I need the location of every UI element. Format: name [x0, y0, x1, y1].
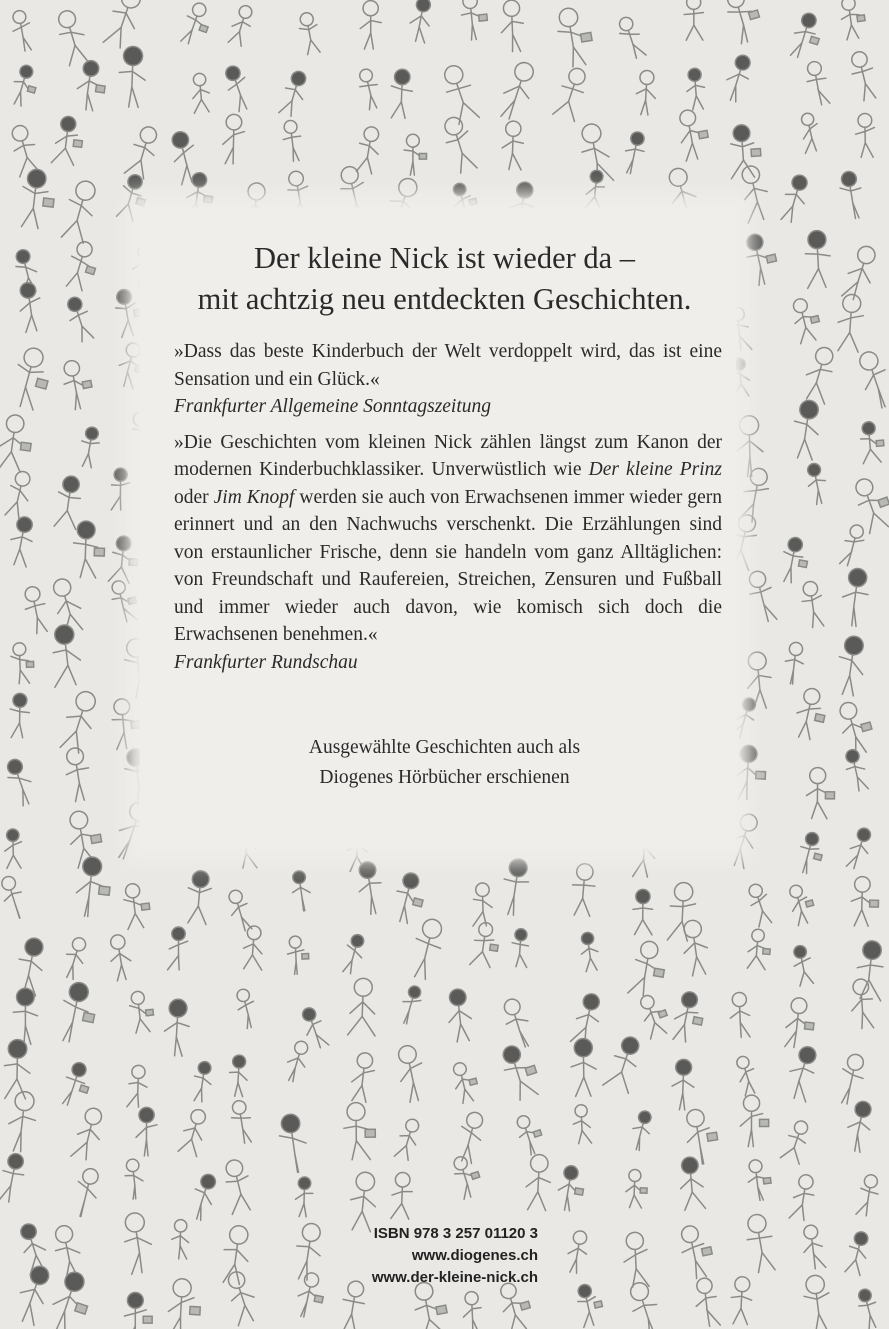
sketch-figure — [221, 63, 254, 112]
sketch-figure — [0, 413, 35, 472]
review-1-source: Frankfurter Allgemeine Sonntagszeitung — [174, 396, 492, 417]
sketch-figure — [168, 927, 188, 970]
sketch-figure — [745, 882, 775, 927]
sketch-figure — [171, 1219, 189, 1259]
sketch-figure — [851, 876, 879, 926]
sketch-figure — [723, 0, 766, 45]
sketch-figure — [680, 919, 711, 977]
sketch-figure — [136, 1107, 157, 1156]
sketch-figure — [439, 62, 481, 125]
isbn: ISBN 978 3 257 01120 3 — [373, 1225, 538, 1242]
sketch-figure — [122, 882, 152, 929]
sketch-figure — [21, 585, 50, 635]
sketch-figure — [228, 1055, 248, 1097]
sketch-figure — [470, 921, 501, 968]
audiobook-note — [0, 733, 889, 793]
sketch-figure — [48, 624, 83, 688]
sketch-figure — [6, 515, 36, 567]
sketch-figure — [297, 11, 322, 55]
sketch-figure — [797, 112, 823, 154]
sketch-figure — [348, 978, 378, 1036]
sketch-figure — [397, 984, 424, 1026]
sketch-figure — [501, 121, 524, 170]
sketch-figure — [843, 1230, 871, 1276]
sketch-figure — [839, 567, 871, 627]
headline — [0, 238, 889, 320]
sketch-figure — [450, 1060, 481, 1104]
sketch-figure — [219, 1157, 256, 1214]
sketch-figure — [800, 580, 826, 628]
sketch-figure — [287, 936, 310, 975]
sketch-figure — [636, 991, 673, 1039]
sketch-figure — [565, 1230, 590, 1275]
sketch-figure — [6, 1090, 39, 1153]
sketch-figure — [790, 944, 815, 986]
review-2-book-title-1: Der kleine Prinz — [588, 459, 722, 480]
sketch-figure — [801, 1224, 826, 1270]
sketch-figure — [229, 1099, 254, 1144]
sketch-figure — [510, 928, 529, 967]
sketch-figure — [51, 115, 85, 166]
sketch-figure — [684, 0, 704, 40]
sketch-figure — [788, 11, 826, 62]
sketch-figure — [390, 69, 413, 119]
sketch-figure — [407, 916, 447, 981]
sketch-figure — [355, 860, 385, 915]
sketch-figure — [578, 931, 600, 972]
sketch-figure — [500, 996, 536, 1050]
sketch-figure — [128, 990, 155, 1034]
sketch-figure — [854, 348, 889, 411]
sketch-figure — [623, 1232, 650, 1288]
audiobook-note-line-2: Diogenes Hörbücher erschienen — [319, 767, 570, 788]
sketch-figure — [78, 426, 102, 469]
imprint-block — [318, 1223, 538, 1289]
sketch-figure — [404, 134, 426, 175]
sketch-figure — [0, 874, 28, 921]
sketch-figure — [786, 882, 818, 926]
sketch-figure — [121, 1211, 156, 1274]
review-2-text-part2: oder — [174, 486, 214, 508]
sketch-figure — [498, 1041, 543, 1102]
sketch-figure — [242, 925, 265, 970]
sketch-figure — [513, 1112, 546, 1157]
sketch-figure — [855, 113, 875, 157]
sketch-figure — [103, 0, 147, 50]
sketch-figure — [571, 1038, 597, 1096]
sketch-figure — [71, 1106, 106, 1162]
sketch-figure — [836, 1052, 868, 1106]
sketch-figure — [58, 1060, 95, 1110]
sketch-figure — [856, 1173, 881, 1217]
sketch-figure — [191, 1060, 214, 1102]
sketch-figure — [60, 358, 96, 411]
sketch-figure — [575, 1282, 606, 1328]
review-2-text-part3: werden sie auch von Erwachsenen immer wieder gern erinnert und an den Nachwuchs verschenkt. Die Erzählungen sind von erstaunlicher Frische, denn sie handeln vom ganz Alltäglichen: von Freundschaft und Raufereien, Streichen, Zensuren und Fußball und immer wieder auch davon, wie komisch sich doch die Erwachsenen benehmen.« — [174, 486, 722, 645]
sketch-figure — [60, 935, 89, 980]
sketch-figure — [499, 857, 531, 917]
sketch-figure — [8, 345, 56, 412]
sketch-figure — [450, 1153, 485, 1200]
sketch-figure — [16, 1221, 52, 1274]
sketch-figure — [108, 578, 140, 624]
sketch-figure — [621, 130, 648, 175]
sketch-figure — [350, 1052, 377, 1103]
sketch-figure — [625, 1169, 648, 1208]
sketch-figure — [59, 178, 101, 244]
sketch-figure — [124, 1292, 152, 1329]
book-website: www.der-kleine-nick.ch — [371, 1269, 538, 1286]
sketch-figure — [355, 125, 382, 174]
sketch-figure — [356, 67, 382, 110]
sketch-figure — [462, 1291, 482, 1329]
sketch-figure — [728, 124, 763, 179]
sketch-figure — [4, 1039, 31, 1099]
sketch-figure — [784, 997, 816, 1050]
sketch-figure — [834, 635, 868, 697]
review-quote-2 — [174, 429, 722, 677]
sketch-figure — [281, 119, 303, 162]
sketch-figure — [635, 70, 657, 115]
sketch-figure — [227, 3, 255, 47]
sketch-figure — [46, 1269, 97, 1329]
sketch-figure — [795, 830, 827, 876]
sketch-figure — [4, 829, 22, 869]
sketch-figure — [782, 1044, 822, 1103]
sketch-figure — [747, 929, 772, 971]
sketch-figure — [277, 1113, 310, 1175]
review-2-text-part1: »Die Geschichten vom kleinen Nick zählen längst zum Kanon der modernen Kinderbuchklassiker. Unverwüstlich wie — [174, 431, 722, 480]
sketch-figure — [278, 69, 310, 118]
sketch-figure — [233, 987, 259, 1029]
sketch-figure — [344, 1102, 376, 1159]
sketch-figure — [8, 63, 41, 108]
sketch-figure — [789, 1173, 817, 1221]
sketch-figure — [553, 65, 591, 121]
sketch-figure — [855, 1287, 882, 1329]
sketch-figure — [859, 421, 885, 464]
review-2-book-title-2: Jim Knopf — [213, 486, 295, 508]
sketch-figure — [500, 0, 524, 52]
sketch-figure — [225, 888, 254, 933]
review-quote-1 — [174, 338, 722, 421]
sketch-figure — [187, 1172, 220, 1222]
sketch-figure — [778, 173, 811, 225]
sketch-figure — [678, 1156, 706, 1210]
sketch-figure — [572, 1104, 591, 1144]
sketch-figure — [802, 1274, 834, 1329]
sketch-figure — [12, 1263, 55, 1326]
sketch-figure — [54, 475, 84, 530]
sketch-figure — [693, 1277, 720, 1328]
sketch-figure — [628, 939, 669, 998]
sketch-figure — [222, 1269, 261, 1326]
sketch-figure — [446, 988, 474, 1043]
sketch-figure — [570, 863, 597, 917]
sketch-figure — [555, 5, 596, 68]
sketch-figure — [845, 826, 874, 871]
sketch-figure — [838, 170, 866, 220]
sketch-figure — [453, 1110, 487, 1164]
sketch-figure — [497, 59, 539, 123]
sketch-figure — [736, 415, 764, 476]
audiobook-note-line-1: Ausgewählte Geschichten auch als — [308, 737, 581, 758]
sketch-figure — [745, 569, 779, 624]
sketch-figure — [179, 0, 215, 48]
sketch-figure — [72, 521, 105, 579]
publisher-website: www.diogenes.ch — [411, 1247, 538, 1264]
sketch-figure — [185, 870, 212, 925]
sketch-figure — [685, 68, 706, 111]
sketch-figure — [584, 169, 606, 211]
sketch-figure — [4, 469, 34, 519]
sketch-figure — [111, 468, 130, 510]
sketch-figure — [51, 1224, 85, 1282]
sketch-figure — [407, 0, 434, 43]
sketch-figure — [625, 1279, 666, 1329]
sketch-figure — [779, 536, 812, 585]
sketch-figure — [74, 856, 113, 919]
sketch-figure — [676, 107, 712, 161]
sketch-figure — [633, 889, 653, 935]
sketch-figure — [54, 8, 92, 66]
sketch-figure — [298, 1005, 329, 1050]
sketch-figure — [671, 1059, 695, 1110]
sketch-figure — [570, 991, 603, 1046]
sketch-figure — [789, 399, 823, 461]
sketch-figure — [394, 1117, 422, 1161]
sketch-figure — [746, 1158, 773, 1201]
sketch-figure — [721, 53, 754, 104]
sketch-figure — [780, 1118, 812, 1164]
sketch-figure — [667, 882, 696, 941]
sketch-figure — [108, 535, 139, 584]
sketch-figure — [10, 642, 34, 684]
sketch-figure — [10, 693, 30, 738]
sketch-figure — [70, 1166, 102, 1219]
sketch-figure — [167, 1278, 202, 1329]
sketch-figure — [290, 870, 313, 912]
sketch-figure — [107, 933, 134, 981]
sketch-figure — [0, 1152, 27, 1204]
sketch-figure — [178, 1107, 210, 1157]
sketch-figure — [222, 114, 244, 164]
sketch-figure — [735, 164, 773, 224]
sketch-figure — [460, 0, 490, 41]
sketch-figure — [124, 124, 161, 180]
sketch-figure — [123, 1158, 144, 1199]
sketch-figure — [804, 462, 830, 506]
sketch-figure — [390, 871, 429, 926]
sketch-figure — [10, 9, 35, 52]
sketch-figure — [743, 1213, 777, 1274]
sketch-figure — [295, 1177, 313, 1217]
sketch-figure — [118, 46, 146, 108]
sketch-figure — [56, 980, 100, 1046]
headline-line-2: mit achtzig neu entdeckten Geschichten. — [197, 282, 692, 316]
sketch-figure — [163, 999, 191, 1057]
sketch-figure — [800, 345, 840, 405]
review-2-source: Frankfurter Rundschau — [174, 651, 358, 673]
sketch-figure — [783, 641, 806, 685]
sketch-figure — [839, 0, 868, 40]
sketch-figure — [839, 523, 867, 568]
review-1-text: »Dass das beste Kinderbuch der Welt verdoppelt wird, das ist eine Sensation und ein Glück.« — [174, 341, 722, 390]
sketch-figure — [740, 1095, 768, 1147]
sketch-figure — [360, 1, 381, 50]
sketch-figure — [850, 978, 875, 1029]
sketch-figure — [854, 940, 887, 1001]
sketch-figure — [847, 50, 879, 103]
sketch-figure — [730, 1276, 753, 1324]
sketch-figure — [75, 59, 109, 112]
sketch-figure — [628, 1109, 655, 1152]
sketch-figure — [804, 60, 830, 107]
sketch-figure — [283, 1039, 312, 1084]
sketch-figure — [391, 1172, 413, 1219]
sketch-figure — [843, 1099, 875, 1153]
sketch-figure — [729, 992, 750, 1038]
sketch-figure — [127, 1065, 148, 1107]
sketch-figure — [18, 168, 57, 230]
review-quotes — [174, 338, 722, 676]
sketch-figure — [191, 73, 211, 114]
sketch-figure — [603, 1033, 646, 1093]
sketch-figure — [525, 1154, 552, 1211]
sketch-figure — [472, 883, 493, 926]
sketch-figure — [677, 1222, 717, 1280]
sketch-figure — [394, 1043, 429, 1103]
sketch-figure — [13, 988, 37, 1044]
sketch-figure — [340, 933, 367, 976]
headline-line-1: Der kleine Nick ist wieder da – — [253, 241, 636, 275]
sketch-figure — [220, 1224, 253, 1285]
sketch-figure — [615, 15, 646, 61]
sketch-figure — [671, 990, 708, 1044]
sketch-figure — [13, 936, 48, 996]
sketch-figure — [555, 1164, 587, 1212]
sketch-figure — [733, 1054, 760, 1096]
